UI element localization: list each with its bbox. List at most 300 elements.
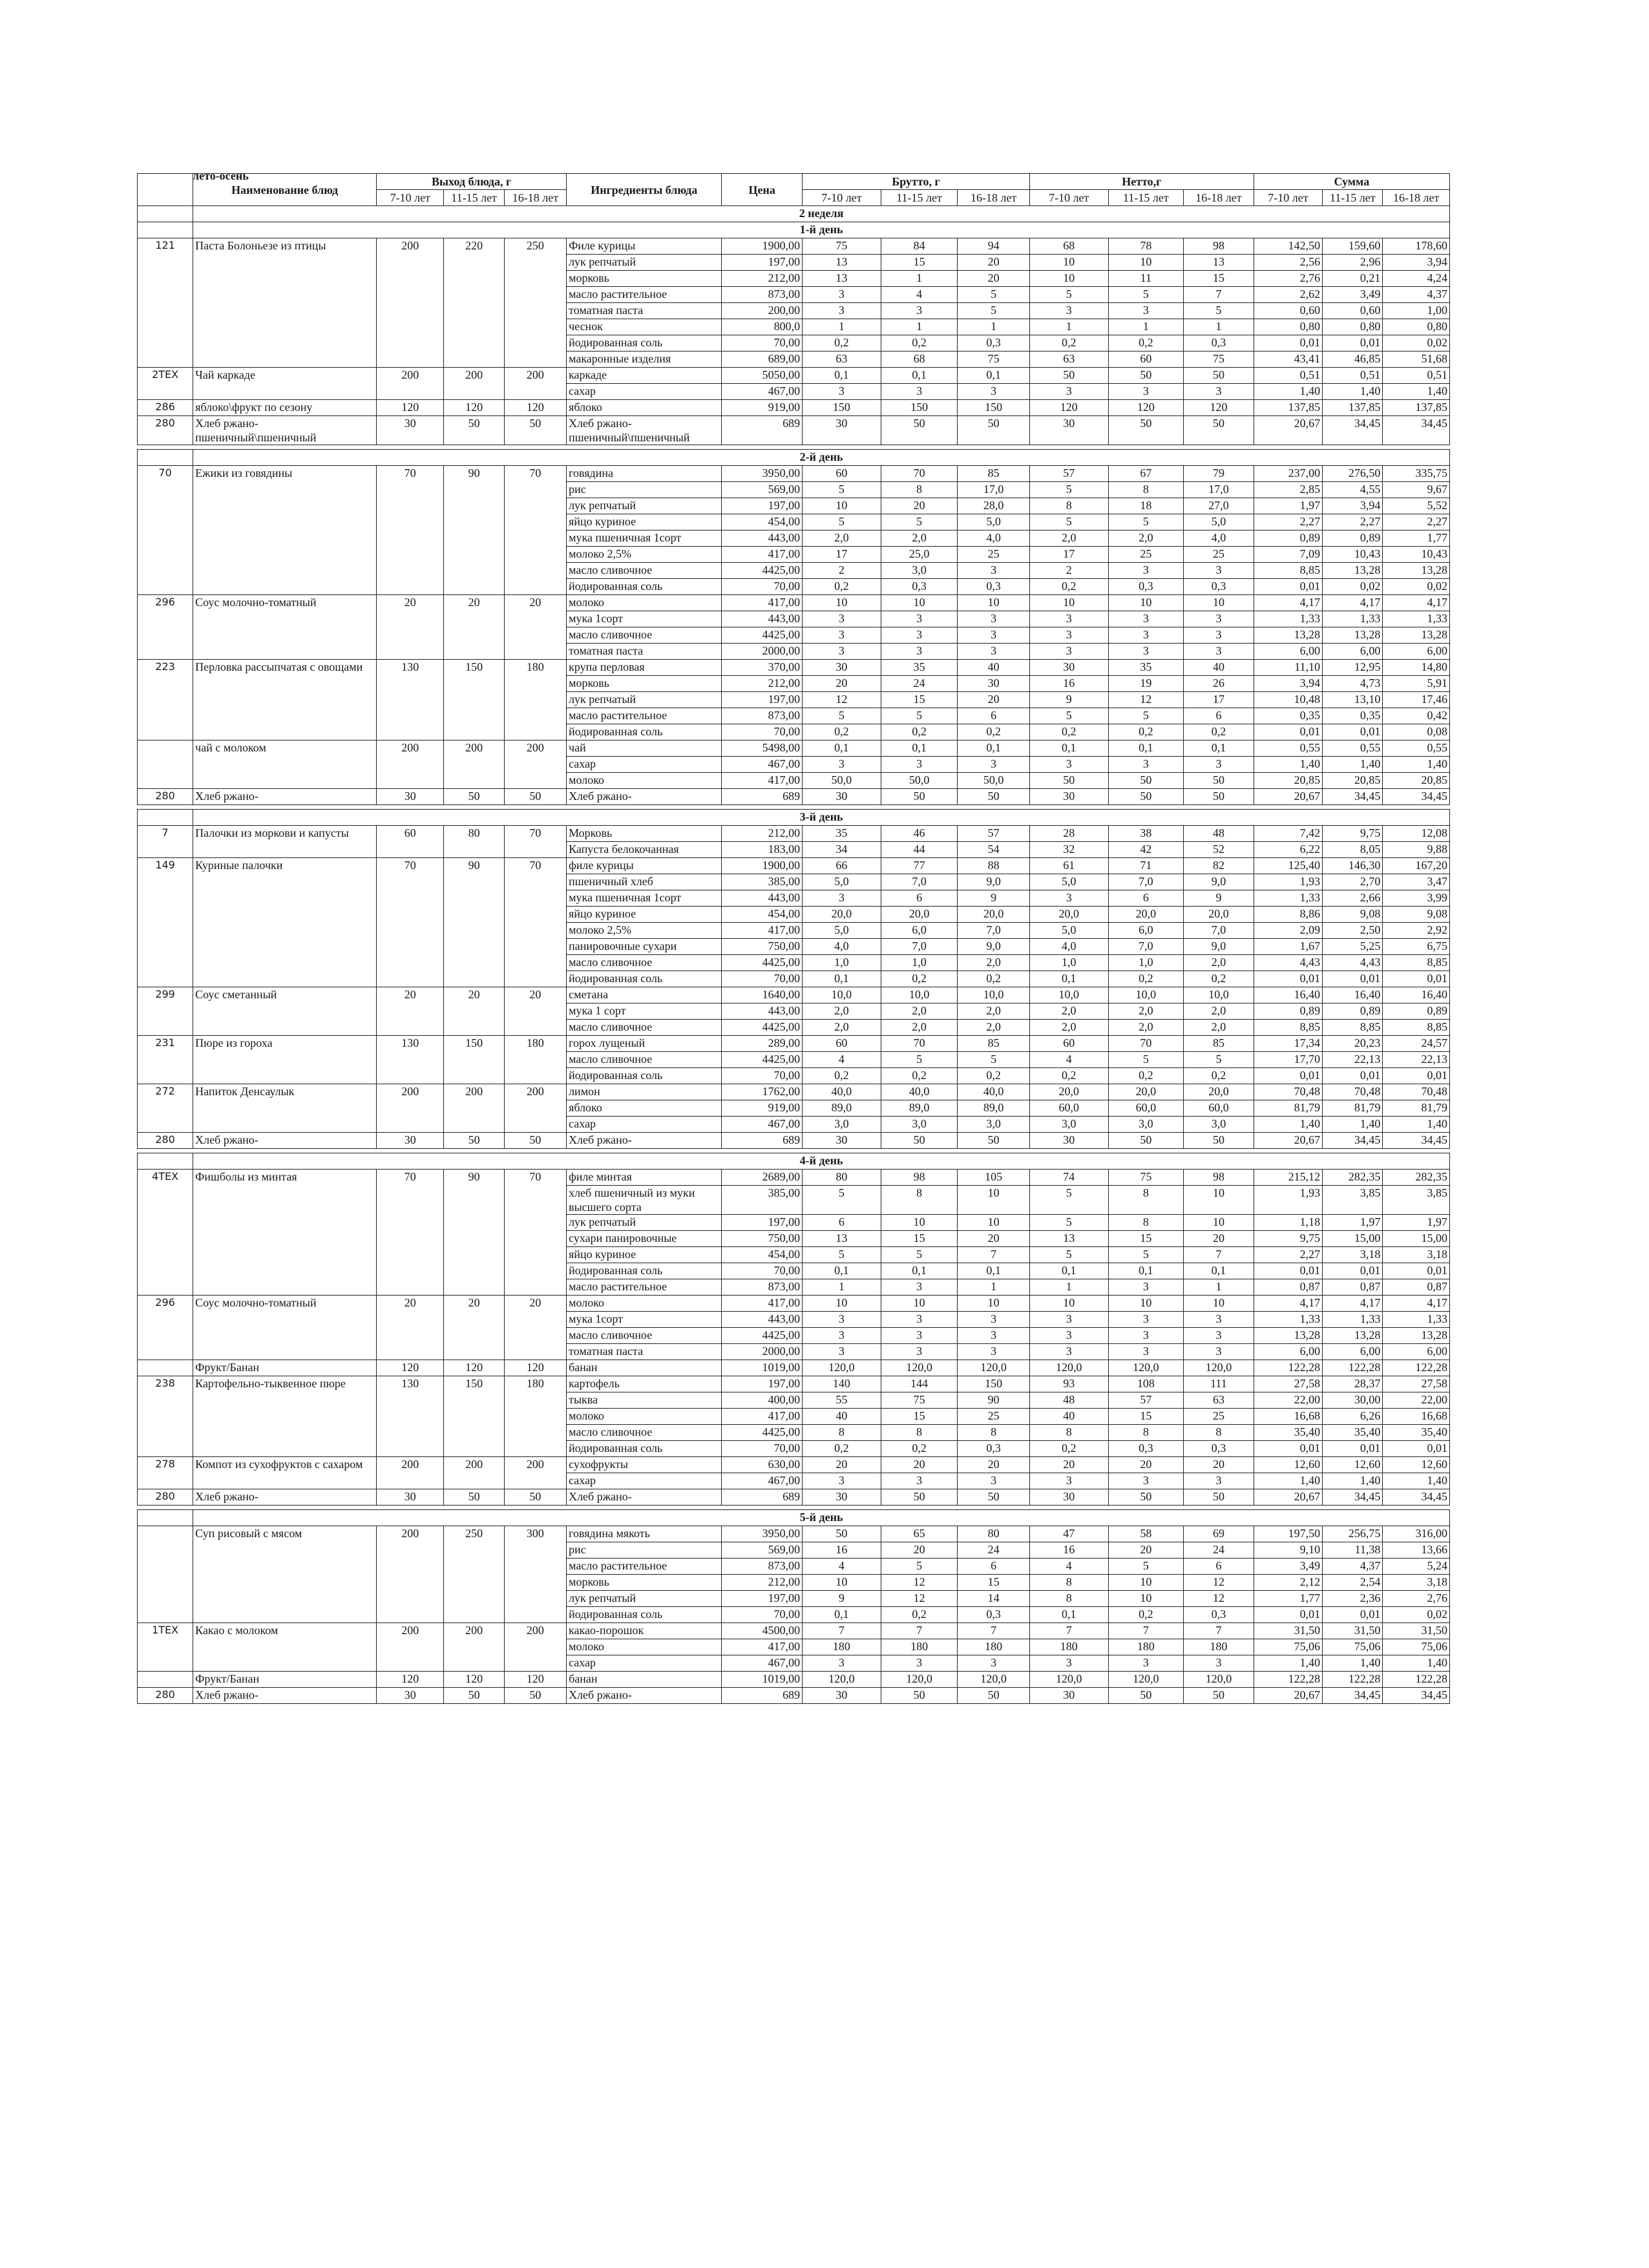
blank-cell [138,222,193,238]
netto-value: 0,2 [1029,335,1108,352]
sum-value: 1,97 [1254,498,1322,514]
sum-value: 2,62 [1254,287,1322,303]
brutto-value: 35 [881,660,958,676]
netto-value: 5 [1029,287,1108,303]
netto-value: 7,0 [1108,874,1184,890]
brutto-value: 75 [881,1392,958,1409]
sum-value: 122,28 [1383,1360,1450,1376]
dish-code: 272 [138,1084,193,1133]
sum-value: 6,75 [1383,939,1450,955]
ingredient-name: морковь [567,271,722,287]
ingredient-name: лук репчатый [567,498,722,514]
sum-value: 3,49 [1254,1559,1322,1575]
sum-value: 2,66 [1323,890,1383,907]
netto-value: 28 [1029,826,1108,842]
dish-yield: 150 [444,1376,504,1457]
price-value: 1762,00 [722,1084,803,1100]
netto-value: 10 [1108,595,1184,611]
netto-value: 12 [1108,692,1184,708]
sum-value: 137,85 [1383,400,1450,416]
price-value: 467,00 [722,757,803,773]
netto-value: 13 [1184,255,1254,271]
brutto-value: 0,1 [958,740,1030,757]
brutto-value: 6,0 [881,923,958,939]
brutto-value: 89,0 [803,1100,881,1117]
table-row [138,238,1450,255]
sum-value: 4,17 [1254,1296,1322,1312]
sum-value: 1,40 [1383,384,1450,400]
brutto-value: 20,0 [958,907,1030,923]
price-value: 5498,00 [722,740,803,757]
brutto-value: 4 [881,287,958,303]
sum-value: 1,18 [1254,1215,1322,1231]
ingredient-name: масло растительное [567,708,722,724]
ingredient-name: масло растительное [567,1559,722,1575]
netto-value: 61 [1029,858,1108,874]
sum-value: 2,92 [1383,923,1450,939]
brutto-value: 3 [881,757,958,773]
netto-value: 60 [1029,1036,1108,1052]
brutto-value: 180 [881,1639,958,1655]
dish-yield: 130 [377,1376,444,1457]
sum-value: 4,17 [1254,595,1322,611]
dish-yield: 120 [377,400,444,416]
dish-name: Хлеб ржано- [193,1489,377,1506]
sum-value: 3,47 [1383,874,1450,890]
sum-value: 81,79 [1254,1100,1322,1117]
season-label: лето-осень [193,169,249,182]
ingredient-name: мука пшеничная 1сорт [567,890,722,907]
brutto-value: 20 [958,692,1030,708]
sum-value: 9,10 [1254,1542,1322,1559]
sum-value: 16,40 [1383,987,1450,1003]
price-value: 385,00 [722,1186,803,1215]
dish-name: Фрукт/Банан [193,1360,377,1376]
price-value: 919,00 [722,1100,803,1117]
netto-value: 82 [1184,858,1254,874]
brutto-value: 40,0 [803,1084,881,1100]
price-value: 4425,00 [722,1052,803,1068]
netto-value: 0,1 [1108,740,1184,757]
dish-name: яблоко\фрукт по сезону [193,400,377,416]
sum-value: 0,02 [1323,579,1383,595]
sum-value: 0,01 [1254,971,1322,987]
ingredient-name: говядина [567,466,722,482]
price-value: 200,00 [722,303,803,319]
netto-value: 30 [1029,1489,1108,1506]
price-value: 212,00 [722,1575,803,1591]
day-title: 5-й день [193,1510,1450,1526]
brutto-value: 2,0 [881,530,958,547]
brutto-value: 80 [803,1170,881,1186]
netto-value: 3 [1184,757,1254,773]
netto-value: 10 [1108,1591,1184,1607]
netto-value: 0,2 [1108,971,1184,987]
netto-value: 3 [1029,644,1108,660]
sum-value: 0,35 [1254,708,1322,724]
netto-value: 8 [1029,498,1108,514]
sum-value: 237,00 [1254,466,1322,482]
sum-value: 0,89 [1323,530,1383,547]
price-value: 197,00 [722,255,803,271]
netto-value: 7 [1108,1623,1184,1639]
brutto-value: 6 [881,890,958,907]
sum-value: 4,37 [1323,1559,1383,1575]
price-value: 443,00 [722,1003,803,1020]
brutto-value: 30 [958,676,1030,692]
netto-value: 10 [1029,255,1108,271]
netto-value: 3,0 [1029,1117,1108,1133]
sum-value: 17,70 [1254,1052,1322,1068]
sum-value: 70,48 [1383,1084,1450,1100]
brutto-value: 20 [958,271,1030,287]
dish-name: Пюре из гороха [193,1036,377,1084]
price-value: 183,00 [722,842,803,858]
day-title-row [138,222,1450,238]
brutto-value: 5 [803,708,881,724]
price-value: 2689,00 [722,1170,803,1186]
brutto-value: 150 [958,400,1030,416]
brutto-value: 1 [958,1279,1030,1296]
price-value: 417,00 [722,1639,803,1655]
netto-value: 0,2 [1184,1068,1254,1084]
price-value: 1019,00 [722,1672,803,1688]
netto-value: 10,0 [1108,987,1184,1003]
sum-value: 11,38 [1323,1542,1383,1559]
dish-yield: 200 [444,1623,504,1672]
sum-value: 75,06 [1383,1639,1450,1655]
ingredient-name: томатная паста [567,303,722,319]
netto-value: 3 [1184,1312,1254,1328]
sum-value: 0,01 [1323,724,1383,740]
sum-value: 1,33 [1254,611,1322,627]
netto-value: 30 [1029,789,1108,805]
netto-value: 13 [1029,1231,1108,1247]
netto-value: 4,0 [1029,939,1108,955]
dish-code: 280 [138,1688,193,1704]
brutto-value: 40,0 [958,1084,1030,1100]
blank-cell [138,1153,193,1170]
header-age: 16-18 лет [1184,190,1254,206]
sum-value: 4,43 [1254,955,1322,971]
sum-value: 12,95 [1323,660,1383,676]
ingredient-name: филе курицы [567,858,722,874]
brutto-value: 68 [881,352,958,368]
dish-yield: 50 [504,1133,566,1149]
netto-value: 5,0 [1029,923,1108,939]
netto-value: 5,0 [1029,874,1108,890]
ingredient-name: сухофрукты [567,1457,722,1473]
netto-value: 8 [1108,482,1184,498]
ingredient-name: рис [567,482,722,498]
ingredient-name: лук репчатый [567,1215,722,1231]
brutto-value: 75 [958,352,1030,368]
netto-value: 7 [1029,1623,1108,1639]
dish-yield: 200 [377,368,444,400]
brutto-value: 0,2 [958,724,1030,740]
sum-value: 1,33 [1383,1312,1450,1328]
brutto-value: 0,2 [881,724,958,740]
sum-value: 34,45 [1323,1688,1383,1704]
price-value: 689 [722,789,803,805]
sum-value: 14,80 [1383,660,1450,676]
ingredient-name: лимон [567,1084,722,1100]
netto-value: 120,0 [1029,1672,1108,1688]
ingredient-name: яйцо куриное [567,514,722,530]
sum-value: 2,27 [1254,514,1322,530]
netto-value: 57 [1108,1392,1184,1409]
header-sum: Сумма [1254,174,1449,190]
netto-value: 3 [1029,1344,1108,1360]
dish-code: 278 [138,1457,193,1489]
dish-yield: 20 [504,987,566,1036]
dish-yield: 150 [444,1036,504,1084]
sum-value: 1,40 [1383,1655,1450,1672]
brutto-value: 7,0 [958,923,1030,939]
brutto-value: 105 [958,1170,1030,1186]
sum-value: 1,33 [1323,1312,1383,1328]
table-row [138,1623,1450,1639]
sum-value: 34,45 [1383,789,1450,805]
brutto-value: 0,1 [881,1263,958,1279]
sum-value: 13,28 [1383,563,1450,579]
netto-value: 3 [1029,890,1108,907]
brutto-value: 50 [958,789,1030,805]
netto-value: 1 [1108,319,1184,335]
brutto-value: 3 [803,1312,881,1328]
netto-value: 50 [1184,1133,1254,1149]
dish-code [138,1360,193,1376]
brutto-value: 3,0 [881,563,958,579]
sum-value: 2,27 [1254,1247,1322,1263]
dish-code: 299 [138,987,193,1036]
netto-value: 10 [1184,1186,1254,1215]
netto-value: 5 [1184,303,1254,319]
dish-yield: 70 [504,826,566,858]
sum-value: 1,33 [1323,611,1383,627]
netto-value: 0,3 [1108,1441,1184,1457]
dish-code: 238 [138,1376,193,1457]
brutto-value: 4,0 [958,530,1030,547]
netto-value: 12 [1184,1575,1254,1591]
brutto-value: 13 [803,255,881,271]
price-value: 417,00 [722,547,803,563]
ingredient-name: мука 1 сорт [567,1003,722,1020]
sum-value: 20,67 [1254,1133,1322,1149]
sum-value: 10,43 [1383,547,1450,563]
brutto-value: 0,1 [803,1607,881,1623]
sum-value: 4,17 [1323,595,1383,611]
netto-value: 32 [1029,842,1108,858]
netto-value: 85 [1184,1036,1254,1052]
sum-value: 1,40 [1383,757,1450,773]
brutto-value: 6 [958,1559,1030,1575]
brutto-value: 10 [881,1296,958,1312]
table-row [138,740,1450,757]
dish-yield: 200 [377,740,444,789]
table-row [138,1688,1450,1704]
sum-value: 9,75 [1254,1231,1322,1247]
dish-yield: 30 [377,416,444,445]
brutto-value: 2,0 [803,1020,881,1036]
netto-value: 50 [1108,773,1184,789]
netto-value: 98 [1184,1170,1254,1186]
week-title-row [138,206,1450,222]
price-value: 454,00 [722,907,803,923]
sum-value: 0,01 [1323,1607,1383,1623]
netto-value: 120 [1108,400,1184,416]
netto-value: 3 [1108,627,1184,644]
sum-value: 0,01 [1254,1607,1322,1623]
sum-value: 6,00 [1323,1344,1383,1360]
dish-yield: 20 [377,595,444,660]
brutto-value: 6 [958,708,1030,724]
brutto-value: 7 [881,1623,958,1639]
sum-value: 34,45 [1383,1133,1450,1149]
netto-value: 75 [1108,1170,1184,1186]
netto-value: 10 [1184,1296,1254,1312]
brutto-value: 5,0 [803,923,881,939]
sum-value: 27,58 [1383,1376,1450,1392]
brutto-value: 12 [881,1575,958,1591]
brutto-value: 10 [881,1215,958,1231]
brutto-value: 10,0 [803,987,881,1003]
sum-value: 31,50 [1383,1623,1450,1639]
price-value: 689,00 [722,352,803,368]
brutto-value: 3 [803,287,881,303]
ingredient-name: Хлеб ржано- [567,789,722,805]
brutto-value: 10 [803,498,881,514]
brutto-value: 50 [803,1526,881,1542]
netto-value: 0,2 [1184,971,1254,987]
brutto-value: 16 [803,1542,881,1559]
netto-value: 25 [1108,547,1184,563]
brutto-value: 34 [803,842,881,858]
dish-yield: 80 [444,826,504,858]
netto-value: 0,3 [1184,1441,1254,1457]
ingredient-name: яблоко [567,1100,722,1117]
sum-value: 31,50 [1254,1623,1322,1639]
brutto-value: 4 [803,1559,881,1575]
spacer-row [138,1149,1450,1153]
netto-value: 6 [1108,890,1184,907]
dish-yield: 30 [377,789,444,805]
table-row [138,1672,1450,1688]
brutto-value: 1 [803,1279,881,1296]
brutto-value: 3 [881,1655,958,1672]
netto-value: 60,0 [1108,1100,1184,1117]
price-value: 70,00 [722,1607,803,1623]
dish-name: Хлеб ржано- [193,789,377,805]
brutto-value: 3,0 [881,1117,958,1133]
netto-value: 30 [1029,660,1108,676]
netto-value: 30 [1029,416,1108,445]
brutto-value: 46 [881,826,958,842]
sum-value: 34,45 [1323,789,1383,805]
ingredient-name: молоко [567,1639,722,1655]
brutto-value: 20 [881,1457,958,1473]
netto-value: 2,0 [1108,1020,1184,1036]
sum-value: 12,60 [1254,1457,1322,1473]
sum-value: 0,01 [1323,1068,1383,1084]
dish-code [138,1526,193,1623]
dish-yield: 20 [377,987,444,1036]
brutto-value: 15 [881,255,958,271]
sum-value: 30,00 [1323,1392,1383,1409]
sum-value: 8,85 [1383,955,1450,971]
ingredient-name: чай [567,740,722,757]
dish-yield: 250 [444,1526,504,1623]
sum-value: 3,18 [1383,1575,1450,1591]
price-value: 370,00 [722,660,803,676]
brutto-value: 15 [881,1231,958,1247]
brutto-value: 20 [958,1231,1030,1247]
sum-value: 16,68 [1383,1409,1450,1425]
brutto-value: 15 [881,692,958,708]
netto-value: 120,0 [1184,1360,1254,1376]
brutto-value: 20 [958,1457,1030,1473]
dish-yield: 50 [444,416,504,445]
sum-value: 13,28 [1383,1328,1450,1344]
netto-value: 120,0 [1184,1672,1254,1688]
price-value: 4425,00 [722,955,803,971]
brutto-value: 3 [958,1328,1030,1344]
netto-value: 50 [1108,789,1184,805]
brutto-value: 1 [803,319,881,335]
ingredient-name: сахар [567,1655,722,1672]
netto-value: 42 [1108,842,1184,858]
netto-value: 120 [1184,400,1254,416]
sum-value: 0,51 [1383,368,1450,384]
brutto-value: 70 [881,466,958,482]
sum-value: 0,51 [1323,368,1383,384]
brutto-value: 60 [803,466,881,482]
brutto-value: 0,2 [881,1441,958,1457]
brutto-value: 10 [803,1296,881,1312]
netto-value: 3 [1108,1279,1184,1296]
netto-value: 2,0 [1184,1020,1254,1036]
sum-value: 0,89 [1254,1003,1322,1020]
brutto-value: 3 [881,1328,958,1344]
sum-value: 3,85 [1323,1186,1383,1215]
table-row [138,368,1450,384]
netto-value: 20 [1108,1542,1184,1559]
brutto-value: 0,2 [958,971,1030,987]
sum-value: 35,40 [1383,1425,1450,1441]
netto-value: 50 [1108,1489,1184,1506]
brutto-value: 3 [881,1279,958,1296]
sum-value: 0,51 [1254,368,1322,384]
netto-value: 98 [1184,238,1254,255]
brutto-value: 80 [958,1526,1030,1542]
dish-code: 7 [138,826,193,858]
dish-yield: 30 [377,1688,444,1704]
brutto-value: 10,0 [881,987,958,1003]
sum-value: 2,56 [1254,255,1322,271]
ingredient-name: яблоко [567,400,722,416]
sum-value: 10,43 [1323,547,1383,563]
netto-value: 68 [1029,238,1108,255]
brutto-value: 89,0 [881,1100,958,1117]
netto-value: 47 [1029,1526,1108,1542]
netto-value: 67 [1108,466,1184,482]
brutto-value: 0,2 [803,335,881,352]
sum-value: 0,55 [1383,740,1450,757]
netto-value: 3,0 [1184,1117,1254,1133]
brutto-value: 3 [803,611,881,627]
brutto-value: 12 [803,692,881,708]
brutto-value: 5 [958,287,1030,303]
